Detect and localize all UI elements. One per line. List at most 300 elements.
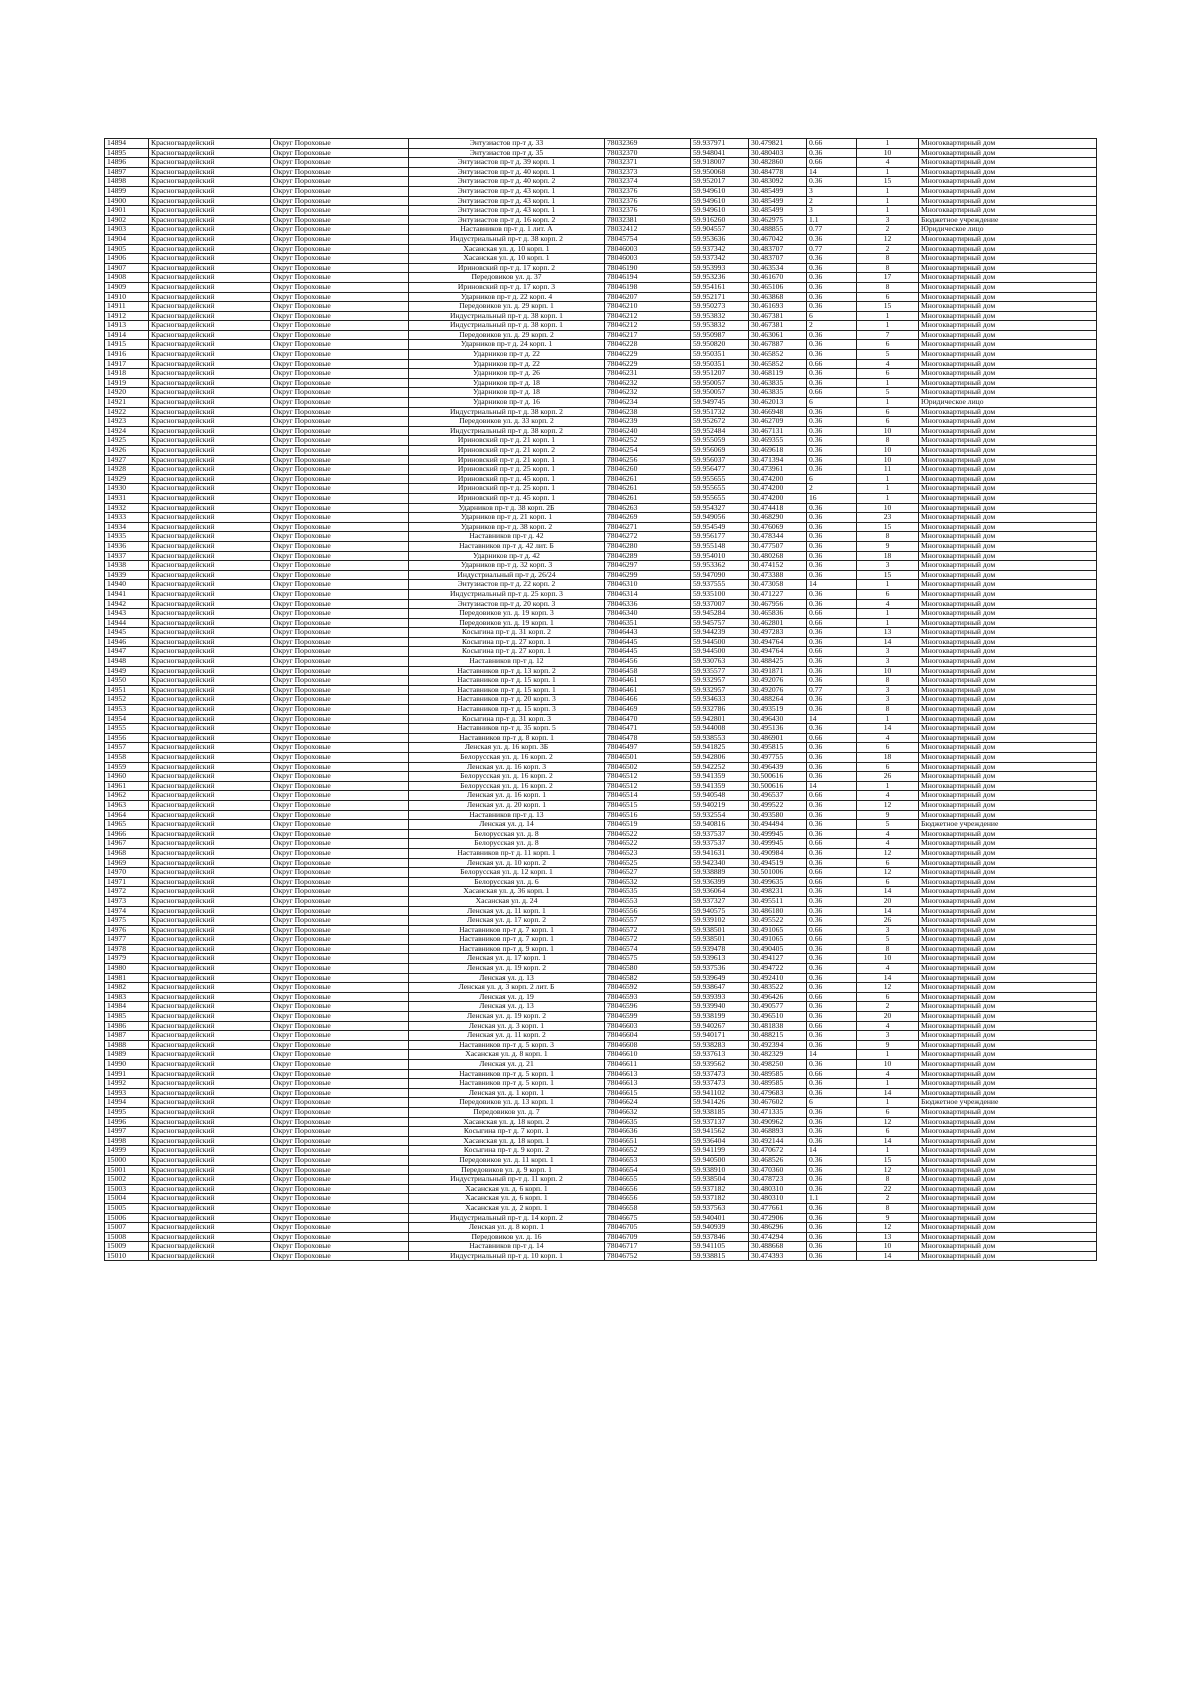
address-cell: Индустриальный пр-т д. 10 корп. 1 <box>409 1251 605 1261</box>
longitude-cell: 30.470672 <box>749 1146 807 1156</box>
longitude-cell: 30.463534 <box>749 263 807 273</box>
row-id-cell: 14935 <box>105 532 149 542</box>
address-cell: Энтузиастов пр-т д. 39 корп. 1 <box>409 158 605 168</box>
volume-cell: 0.36 <box>807 465 857 475</box>
latitude-cell: 59.939478 <box>691 944 749 954</box>
municipality-cell: Округ Пороховые <box>271 618 409 628</box>
longitude-cell: 30.499945 <box>749 839 807 849</box>
address-cell: Наставников пр-т д. 42 <box>409 532 605 542</box>
building-type-cell: Многоквартирный дом <box>919 350 1097 360</box>
address-cell: Хасанская ул. д. 18 корп. 1 <box>409 1136 605 1146</box>
municipality-cell: Округ Пороховые <box>271 820 409 830</box>
table-row <box>105 1050 1097 1060</box>
row-id-cell: 15009 <box>105 1242 149 1252</box>
district-cell: Красногвардейский <box>149 695 271 705</box>
district-cell: Красногвардейский <box>149 992 271 1002</box>
municipality-cell: Округ Пороховые <box>271 1050 409 1060</box>
address-cell: Передовиков ул. д. 19 корп. 1 <box>409 618 605 628</box>
code-cell: 78046351 <box>605 618 691 628</box>
table-row <box>105 244 1097 254</box>
latitude-cell: 59.940548 <box>691 791 749 801</box>
latitude-cell: 59.950351 <box>691 359 749 369</box>
volume-cell: 0.66 <box>807 618 857 628</box>
longitude-cell: 30.496510 <box>749 1012 807 1022</box>
building-type-cell: Многоквартирный дом <box>919 493 1097 503</box>
count-cell: 6 <box>857 589 919 599</box>
row-id-cell: 14952 <box>105 695 149 705</box>
table-row <box>105 1107 1097 1117</box>
table-row <box>105 196 1097 206</box>
code-cell: 78032373 <box>605 167 691 177</box>
table-row <box>105 1242 1097 1252</box>
table-row <box>105 206 1097 216</box>
volume-cell: 0.36 <box>807 753 857 763</box>
row-id-cell: 14987 <box>105 1031 149 1041</box>
latitude-cell: 59.942340 <box>691 858 749 868</box>
code-cell: 78032370 <box>605 148 691 158</box>
latitude-cell: 59.940816 <box>691 820 749 830</box>
address-cell: Белорусская ул. д. 8 <box>409 829 605 839</box>
building-type-cell: Многоквартирный дом <box>919 800 1097 810</box>
count-cell: 14 <box>857 887 919 897</box>
address-cell: Ленская ул. д. 3 корп. 1 <box>409 1021 605 1031</box>
longitude-cell: 30.467956 <box>749 599 807 609</box>
longitude-cell: 30.466948 <box>749 407 807 417</box>
building-type-cell: Юридическое лицо <box>919 225 1097 235</box>
latitude-cell: 59.953832 <box>691 321 749 331</box>
volume-cell: 0.36 <box>807 705 857 715</box>
longitude-cell: 30.493580 <box>749 810 807 820</box>
district-cell: Красногвардейский <box>149 388 271 398</box>
code-cell: 78046299 <box>605 570 691 580</box>
municipality-cell: Округ Пороховые <box>271 330 409 340</box>
municipality-cell: Округ Пороховые <box>271 234 409 244</box>
code-cell: 78046532 <box>605 877 691 887</box>
longitude-cell: 30.468526 <box>749 1155 807 1165</box>
district-cell: Красногвардейский <box>149 705 271 715</box>
count-cell: 6 <box>857 369 919 379</box>
table-row <box>105 455 1097 465</box>
table-row <box>105 666 1097 676</box>
row-id-cell: 14946 <box>105 637 149 647</box>
count-cell: 8 <box>857 436 919 446</box>
longitude-cell: 30.468119 <box>749 369 807 379</box>
latitude-cell: 59.940500 <box>691 1155 749 1165</box>
address-cell: Ленская ул. д. 16 корп. 3Б <box>409 743 605 753</box>
address-cell: Косыгина пр-т д. 7 корп. 1 <box>409 1127 605 1137</box>
row-id-cell: 14934 <box>105 522 149 532</box>
district-cell: Красногвардейский <box>149 657 271 667</box>
municipality-cell: Округ Пороховые <box>271 1002 409 1012</box>
latitude-cell: 59.951207 <box>691 369 749 379</box>
row-id-cell: 14991 <box>105 1069 149 1079</box>
address-cell: Косыгина пр-т д. 9 корп. 2 <box>409 1146 605 1156</box>
volume-cell: 0.36 <box>807 973 857 983</box>
volume-cell: 0.36 <box>807 695 857 705</box>
count-cell: 6 <box>857 1127 919 1137</box>
address-cell: Ириновский пр-т д. 21 корп. 2 <box>409 446 605 456</box>
address-cell: Хасанская ул. д. 2 корп. 1 <box>409 1203 605 1213</box>
count-cell: 1 <box>857 714 919 724</box>
table-row <box>105 800 1097 810</box>
latitude-cell: 59.935577 <box>691 666 749 676</box>
address-cell: Индустриальный пр-т д. 14 корп. 2 <box>409 1213 605 1223</box>
municipality-cell: Округ Пороховые <box>271 1232 409 1242</box>
municipality-cell: Округ Пороховые <box>271 887 409 897</box>
latitude-cell: 59.953832 <box>691 311 749 321</box>
building-type-cell: Многоквартирный дом <box>919 676 1097 686</box>
latitude-cell: 59.942806 <box>691 753 749 763</box>
latitude-cell: 59.937327 <box>691 896 749 906</box>
volume-cell: 14 <box>807 580 857 590</box>
volume-cell: 0.36 <box>807 954 857 964</box>
code-cell: 78046271 <box>605 522 691 532</box>
municipality-cell: Округ Пороховые <box>271 753 409 763</box>
row-id-cell: 14970 <box>105 868 149 878</box>
address-cell: Ленская ул. д. 8 корп. 1 <box>409 1223 605 1233</box>
longitude-cell: 30.498250 <box>749 1060 807 1070</box>
address-cell: Ударников пр-т д. 22 <box>409 359 605 369</box>
code-cell: 78046658 <box>605 1203 691 1213</box>
latitude-cell: 59.932786 <box>691 705 749 715</box>
building-type-cell: Многоквартирный дом <box>919 810 1097 820</box>
longitude-cell: 30.492144 <box>749 1136 807 1146</box>
district-cell: Красногвардейский <box>149 1223 271 1233</box>
building-type-cell: Многоквартирный дом <box>919 685 1097 695</box>
count-cell: 13 <box>857 628 919 638</box>
address-cell: Ударников пр-т д. 22 <box>409 350 605 360</box>
district-cell: Красногвардейский <box>149 983 271 993</box>
longitude-cell: 30.492410 <box>749 973 807 983</box>
count-cell: 1 <box>857 1098 919 1108</box>
district-cell: Красногвардейский <box>149 522 271 532</box>
table-row <box>105 618 1097 628</box>
address-cell: Наставников пр-т д. 8 корп. 1 <box>409 733 605 743</box>
code-cell: 78032381 <box>605 215 691 225</box>
table-row <box>105 753 1097 763</box>
latitude-cell: 59.949610 <box>691 206 749 216</box>
count-cell: 5 <box>857 820 919 830</box>
volume-cell: 0.36 <box>807 1012 857 1022</box>
count-cell: 3 <box>857 1031 919 1041</box>
count-cell: 8 <box>857 705 919 715</box>
district-cell: Красногвардейский <box>149 1203 271 1213</box>
district-cell: Красногвардейский <box>149 407 271 417</box>
latitude-cell: 59.953236 <box>691 273 749 283</box>
municipality-cell: Округ Пороховые <box>271 964 409 974</box>
row-id-cell: 14978 <box>105 944 149 954</box>
district-cell: Красногвардейский <box>149 733 271 743</box>
latitude-cell: 59.950057 <box>691 378 749 388</box>
volume-cell: 6 <box>807 474 857 484</box>
latitude-cell: 59.945284 <box>691 609 749 619</box>
longitude-cell: 30.484778 <box>749 167 807 177</box>
municipality-cell: Округ Пороховые <box>271 215 409 225</box>
longitude-cell: 30.462709 <box>749 417 807 427</box>
table-row <box>105 378 1097 388</box>
district-cell: Красногвардейский <box>149 292 271 302</box>
count-cell: 4 <box>857 1069 919 1079</box>
count-cell: 6 <box>857 1107 919 1117</box>
municipality-cell: Округ Пороховые <box>271 225 409 235</box>
count-cell: 10 <box>857 954 919 964</box>
district-cell: Красногвардейский <box>149 599 271 609</box>
table-row <box>105 541 1097 551</box>
row-id-cell: 14921 <box>105 398 149 408</box>
row-id-cell: 14902 <box>105 215 149 225</box>
volume-cell: 0.36 <box>807 378 857 388</box>
count-cell: 2 <box>857 244 919 254</box>
longitude-cell: 30.494722 <box>749 964 807 974</box>
row-id-cell: 14924 <box>105 426 149 436</box>
address-cell: Индустриальный пр-т д. 38 корп. 1 <box>409 311 605 321</box>
longitude-cell: 30.480310 <box>749 1184 807 1194</box>
table-row <box>105 570 1097 580</box>
building-type-cell: Многоквартирный дом <box>919 992 1097 1002</box>
code-cell: 78046238 <box>605 407 691 417</box>
municipality-cell: Округ Пороховые <box>271 1031 409 1041</box>
code-cell: 78046705 <box>605 1223 691 1233</box>
address-cell: Наставников пр-т д. 20 корп. 3 <box>409 695 605 705</box>
address-cell: Наставников пр-т д. 13 корп. 2 <box>409 666 605 676</box>
count-cell: 14 <box>857 906 919 916</box>
district-cell: Красногвардейский <box>149 359 271 369</box>
volume-cell: 0.36 <box>807 436 857 446</box>
row-id-cell: 14941 <box>105 589 149 599</box>
volume-cell: 0.36 <box>807 887 857 897</box>
table-row <box>105 925 1097 935</box>
address-cell: Передовиков ул. д. 11 корп. 1 <box>409 1155 605 1165</box>
count-cell: 10 <box>857 1060 919 1070</box>
district-cell: Красногвардейский <box>149 177 271 187</box>
code-cell: 78046553 <box>605 896 691 906</box>
code-cell: 78046232 <box>605 378 691 388</box>
code-cell: 78046592 <box>605 983 691 993</box>
table-row <box>105 359 1097 369</box>
building-type-cell: Многоквартирный дом <box>919 417 1097 427</box>
latitude-cell: 59.937137 <box>691 1117 749 1127</box>
table-row <box>105 273 1097 283</box>
table-row <box>105 705 1097 715</box>
row-id-cell: 14945 <box>105 628 149 638</box>
building-type-cell: Многоквартирный дом <box>919 1146 1097 1156</box>
latitude-cell: 59.938185 <box>691 1107 749 1117</box>
longitude-cell: 30.482860 <box>749 158 807 168</box>
code-cell: 78046525 <box>605 858 691 868</box>
longitude-cell: 30.494764 <box>749 647 807 657</box>
district-cell: Красногвардейский <box>149 436 271 446</box>
volume-cell: 0.36 <box>807 1155 857 1165</box>
district-cell: Красногвардейский <box>149 1002 271 1012</box>
address-cell: Ириновский пр-т д. 21 корп. 1 <box>409 436 605 446</box>
count-cell: 14 <box>857 1251 919 1261</box>
municipality-cell: Округ Пороховые <box>271 580 409 590</box>
count-cell: 14 <box>857 1136 919 1146</box>
row-id-cell: 14960 <box>105 772 149 782</box>
address-cell: Ударников пр-т д. 42 <box>409 551 605 561</box>
latitude-cell: 59.941359 <box>691 772 749 782</box>
volume-cell: 2 <box>807 321 857 331</box>
latitude-cell: 59.941631 <box>691 848 749 858</box>
latitude-cell: 59.956037 <box>691 455 749 465</box>
table-row <box>105 1223 1097 1233</box>
row-id-cell: 14974 <box>105 906 149 916</box>
code-cell: 78046212 <box>605 311 691 321</box>
district-cell: Красногвардейский <box>149 685 271 695</box>
table-row <box>105 388 1097 398</box>
count-cell: 18 <box>857 551 919 561</box>
code-cell: 78046228 <box>605 340 691 350</box>
code-cell: 78046443 <box>605 628 691 638</box>
code-cell: 78046752 <box>605 1251 691 1261</box>
table-row <box>105 330 1097 340</box>
row-id-cell: 14963 <box>105 800 149 810</box>
address-cell: Наставников пр-т д. 7 корп. 1 <box>409 935 605 945</box>
longitude-cell: 30.496537 <box>749 791 807 801</box>
municipality-cell: Округ Пороховые <box>271 398 409 408</box>
table-row <box>105 829 1097 839</box>
row-id-cell: 15002 <box>105 1175 149 1185</box>
address-cell: Передовиков ул. д. 16 <box>409 1232 605 1242</box>
table-row <box>105 446 1097 456</box>
row-id-cell: 14906 <box>105 254 149 264</box>
volume-cell: 0.36 <box>807 637 857 647</box>
building-type-cell: Многоквартирный дом <box>919 599 1097 609</box>
address-cell: Наставников пр-т д. 14 <box>409 1242 605 1252</box>
count-cell: 5 <box>857 935 919 945</box>
district-cell: Красногвардейский <box>149 906 271 916</box>
code-cell: 78046580 <box>605 964 691 974</box>
address-cell: Ленская ул. д. 3 корп. 2 лит. Б <box>409 983 605 993</box>
table-row <box>105 1012 1097 1022</box>
table-row <box>105 369 1097 379</box>
count-cell: 6 <box>857 340 919 350</box>
address-cell: Ленская ул. д. 19 корп. 2 <box>409 1012 605 1022</box>
district-cell: Красногвардейский <box>149 273 271 283</box>
municipality-cell: Округ Пороховые <box>271 1184 409 1194</box>
address-cell: Ленская ул. д. 21 <box>409 1060 605 1070</box>
volume-cell: 0.66 <box>807 359 857 369</box>
address-cell: Наставников пр-т д. 1 лит. А <box>409 225 605 235</box>
building-type-cell: Многоквартирный дом <box>919 1251 1097 1261</box>
address-cell: Ленская ул. д. 16 корп. 1 <box>409 791 605 801</box>
address-cell: Наставников пр-т д. 5 корп. 1 <box>409 1079 605 1089</box>
municipality-cell: Округ Пороховые <box>271 455 409 465</box>
building-type-cell: Многоквартирный дом <box>919 167 1097 177</box>
building-type-cell: Бюджетное учреждение <box>919 820 1097 830</box>
municipality-cell: Округ Пороховые <box>271 436 409 446</box>
building-type-cell: Многоквартирный дом <box>919 1165 1097 1175</box>
building-type-cell: Многоквартирный дом <box>919 1184 1097 1194</box>
district-cell: Красногвардейский <box>149 426 271 436</box>
volume-cell: 0.36 <box>807 1242 857 1252</box>
longitude-cell: 30.494127 <box>749 954 807 964</box>
district-cell: Красногвардейский <box>149 848 271 858</box>
code-cell: 78046523 <box>605 848 691 858</box>
volume-cell: 0.36 <box>807 858 857 868</box>
latitude-cell: 59.950820 <box>691 340 749 350</box>
building-type-cell: Многоквартирный дом <box>919 263 1097 273</box>
latitude-cell: 59.940219 <box>691 800 749 810</box>
count-cell: 8 <box>857 1203 919 1213</box>
district-cell: Красногвардейский <box>149 398 271 408</box>
row-id-cell: 14982 <box>105 983 149 993</box>
district-cell: Красногвардейский <box>149 1213 271 1223</box>
address-cell: Хасанская ул. д. 10 корп. 1 <box>409 254 605 264</box>
municipality-cell: Округ Пороховые <box>271 695 409 705</box>
code-cell: 78046515 <box>605 800 691 810</box>
latitude-cell: 59.916260 <box>691 215 749 225</box>
longitude-cell: 30.468893 <box>749 1127 807 1137</box>
latitude-cell: 59.949745 <box>691 398 749 408</box>
district-cell: Красногвардейский <box>149 954 271 964</box>
address-cell: Энтузиастов пр-т д. 43 корп. 1 <box>409 196 605 206</box>
count-cell: 4 <box>857 733 919 743</box>
volume-cell: 0.36 <box>807 599 857 609</box>
volume-cell: 0.36 <box>807 330 857 340</box>
address-cell: Энтузиастов пр-т д. 43 корп. 1 <box>409 186 605 196</box>
district-cell: Красногвардейский <box>149 618 271 628</box>
count-cell: 8 <box>857 263 919 273</box>
longitude-cell: 30.494494 <box>749 820 807 830</box>
latitude-cell: 59.944500 <box>691 637 749 647</box>
district-cell: Красногвардейский <box>149 1031 271 1041</box>
count-cell: 7 <box>857 330 919 340</box>
district-cell: Красногвардейский <box>149 1146 271 1156</box>
code-cell: 78046522 <box>605 829 691 839</box>
row-id-cell: 14984 <box>105 1002 149 1012</box>
building-type-cell: Многоквартирный дом <box>919 743 1097 753</box>
table-row <box>105 877 1097 887</box>
latitude-cell: 59.942801 <box>691 714 749 724</box>
longitude-cell: 30.478723 <box>749 1175 807 1185</box>
code-cell: 78046261 <box>605 484 691 494</box>
building-type-cell: Многоквартирный дом <box>919 541 1097 551</box>
volume-cell: 0.36 <box>807 1136 857 1146</box>
code-cell: 78046470 <box>605 714 691 724</box>
row-id-cell: 14911 <box>105 302 149 312</box>
table-row <box>105 1175 1097 1185</box>
row-id-cell: 14981 <box>105 973 149 983</box>
municipality-cell: Округ Пороховые <box>271 1107 409 1117</box>
municipality-cell: Округ Пороховые <box>271 417 409 427</box>
latitude-cell: 59.939649 <box>691 973 749 983</box>
row-id-cell: 14975 <box>105 916 149 926</box>
building-type-cell: Многоквартирный дом <box>919 1107 1097 1117</box>
code-cell: 78046656 <box>605 1194 691 1204</box>
table-row <box>105 580 1097 590</box>
longitude-cell: 30.462013 <box>749 398 807 408</box>
row-id-cell: 14896 <box>105 158 149 168</box>
building-type-cell: Многоквартирный дом <box>919 196 1097 206</box>
address-cell: Энтузиастов пр-т д. 33 <box>409 139 605 149</box>
latitude-cell: 59.954549 <box>691 522 749 532</box>
latitude-cell: 59.945757 <box>691 618 749 628</box>
row-id-cell: 14938 <box>105 561 149 571</box>
code-cell: 78032376 <box>605 196 691 206</box>
district-cell: Красногвардейский <box>149 1242 271 1252</box>
municipality-cell: Округ Пороховые <box>271 139 409 149</box>
address-cell: Энтузиастов пр-т д. 40 корп. 2 <box>409 177 605 187</box>
code-cell: 78046519 <box>605 820 691 830</box>
table-row <box>105 1203 1097 1213</box>
volume-cell: 0.36 <box>807 1175 857 1185</box>
row-id-cell: 14939 <box>105 570 149 580</box>
building-type-cell: Многоквартирный дом <box>919 887 1097 897</box>
count-cell: 3 <box>857 695 919 705</box>
municipality-cell: Округ Пороховые <box>271 551 409 561</box>
building-type-cell: Многоквартирный дом <box>919 666 1097 676</box>
